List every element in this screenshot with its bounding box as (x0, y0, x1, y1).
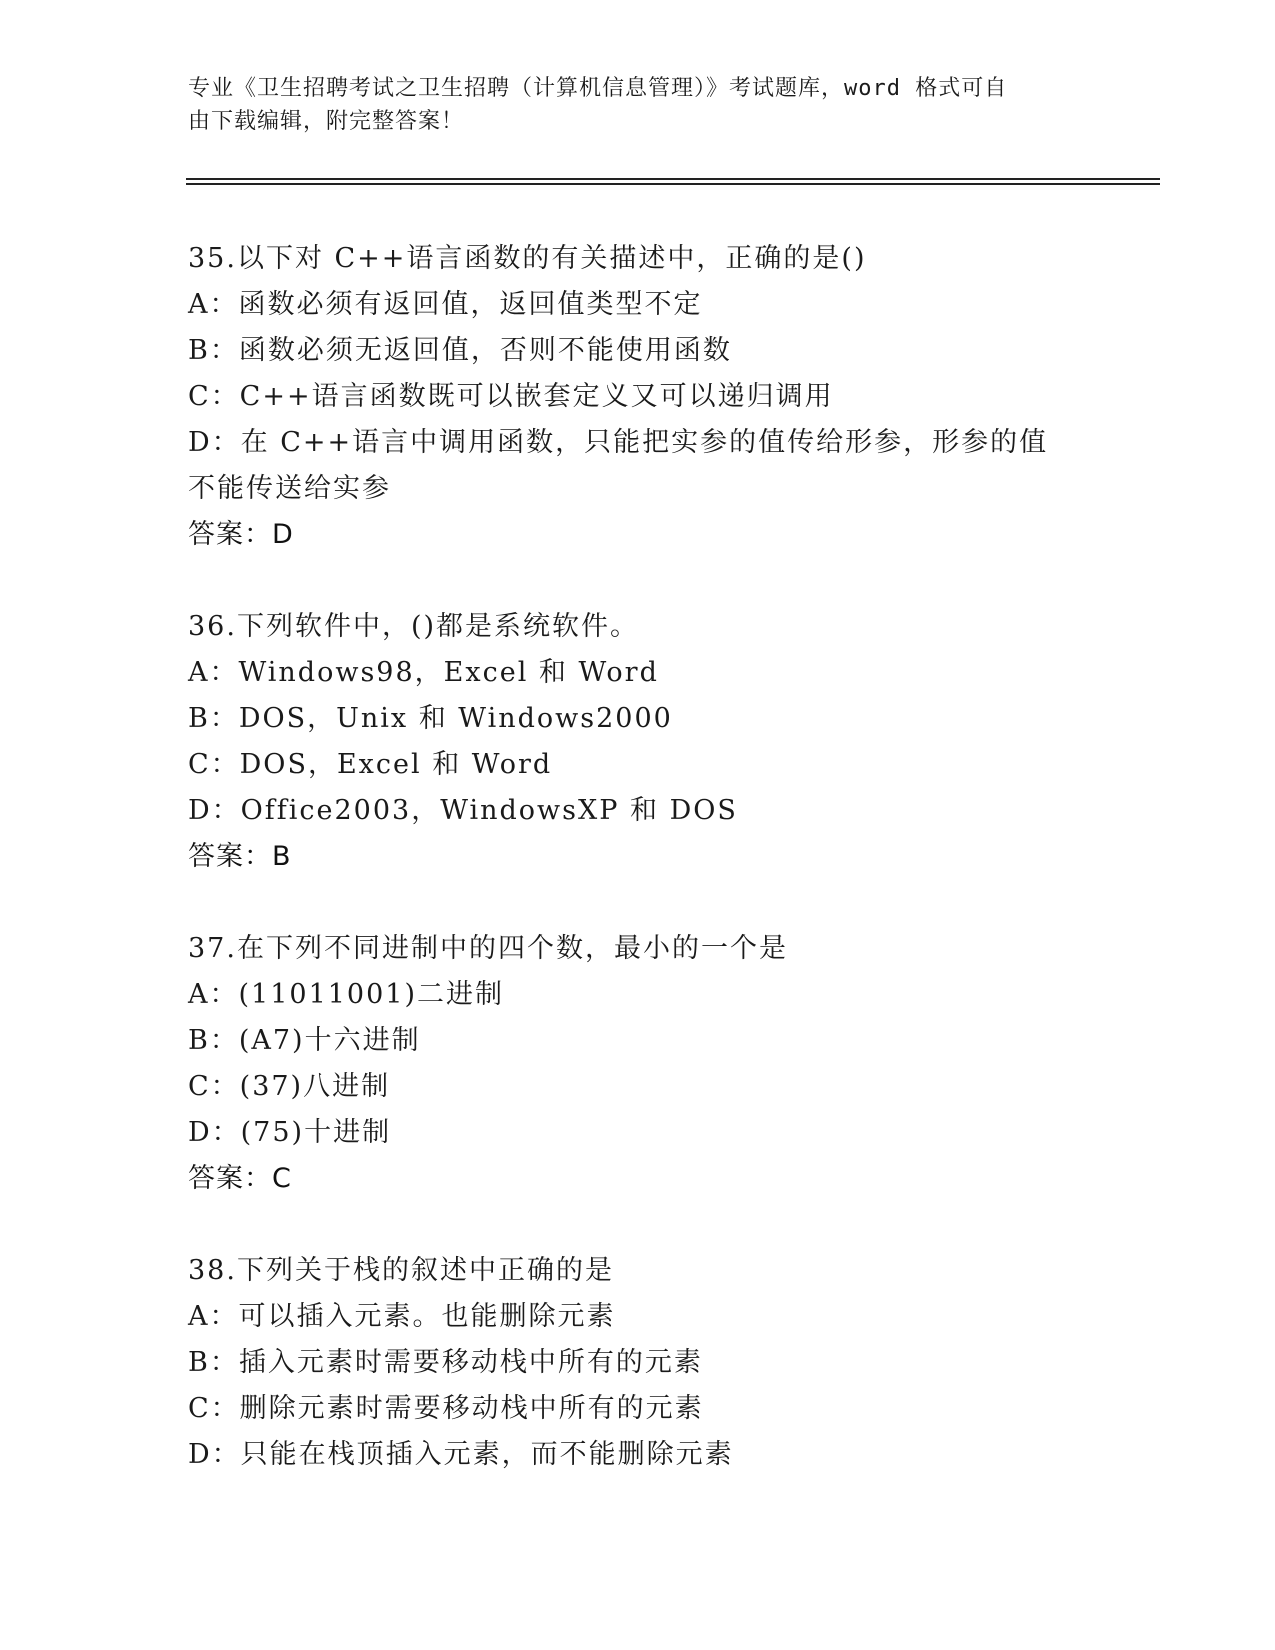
option-a: A：Windows98，Excel 和 Word (188, 657, 659, 688)
question-list (188, 236, 1088, 1524)
option-b: B：DOS，Unix 和 Windows2000 (188, 703, 673, 734)
question-38 (188, 1248, 1088, 1478)
answer-label: 答案：B (188, 841, 292, 872)
option-d: D：在 C++语言中调用函数，只能把实参的值传给形参，形参的值不能传送给实参 (188, 427, 1049, 504)
question-stem: 36.下列软件中，()都是系统软件。 (188, 611, 640, 642)
document-header (188, 72, 1068, 138)
option-a: A：函数必须有返回值，返回值类型不定 (188, 289, 703, 320)
option-a: A：可以插入元素。也能删除元素 (188, 1301, 616, 1332)
option-c: C：C++语言函数既可以嵌套定义又可以递归调用 (188, 381, 834, 412)
header-line-1: 专业《卫生招聘考试之卫生招聘（计算机信息管理）》考试题库，word 格式可自 (188, 76, 1008, 101)
option-b: B：插入元素时需要移动栈中所有的元素 (188, 1347, 703, 1378)
answer-label: 答案：C (188, 1163, 292, 1194)
question-stem: 37.在下列不同进制中的四个数，最小的一个是 (188, 933, 788, 964)
option-d: D：只能在栈顶插入元素，而不能删除元素 (188, 1439, 734, 1470)
option-d: D：(75)十进制 (188, 1117, 392, 1148)
question-stem: 38.下列关于栈的叙述中正确的是 (188, 1255, 614, 1286)
header-divider-bottom (186, 183, 1160, 185)
option-d: D：Office2003，WindowsXP 和 DOS (188, 795, 738, 826)
question-36 (188, 604, 1088, 880)
header-divider-top (186, 178, 1160, 180)
option-c: C：(37)八进制 (188, 1071, 391, 1102)
answer-label: 答案：D (188, 519, 294, 550)
question-35 (188, 236, 1088, 558)
option-b: B：(A7)十六进制 (188, 1025, 421, 1056)
header-line-2: 由下载编辑，附完整答案！ (188, 109, 465, 134)
option-a: A：(11011001)二进制 (188, 979, 504, 1010)
option-b: B：函数必须无返回值，否则不能使用函数 (188, 335, 732, 366)
option-c: C：DOS，Excel 和 Word (188, 749, 553, 780)
option-c: C：删除元素时需要移动栈中所有的元素 (188, 1393, 704, 1424)
question-37 (188, 926, 1088, 1202)
question-stem: 35.以下对 C++语言函数的有关描述中，正确的是() (188, 243, 867, 274)
